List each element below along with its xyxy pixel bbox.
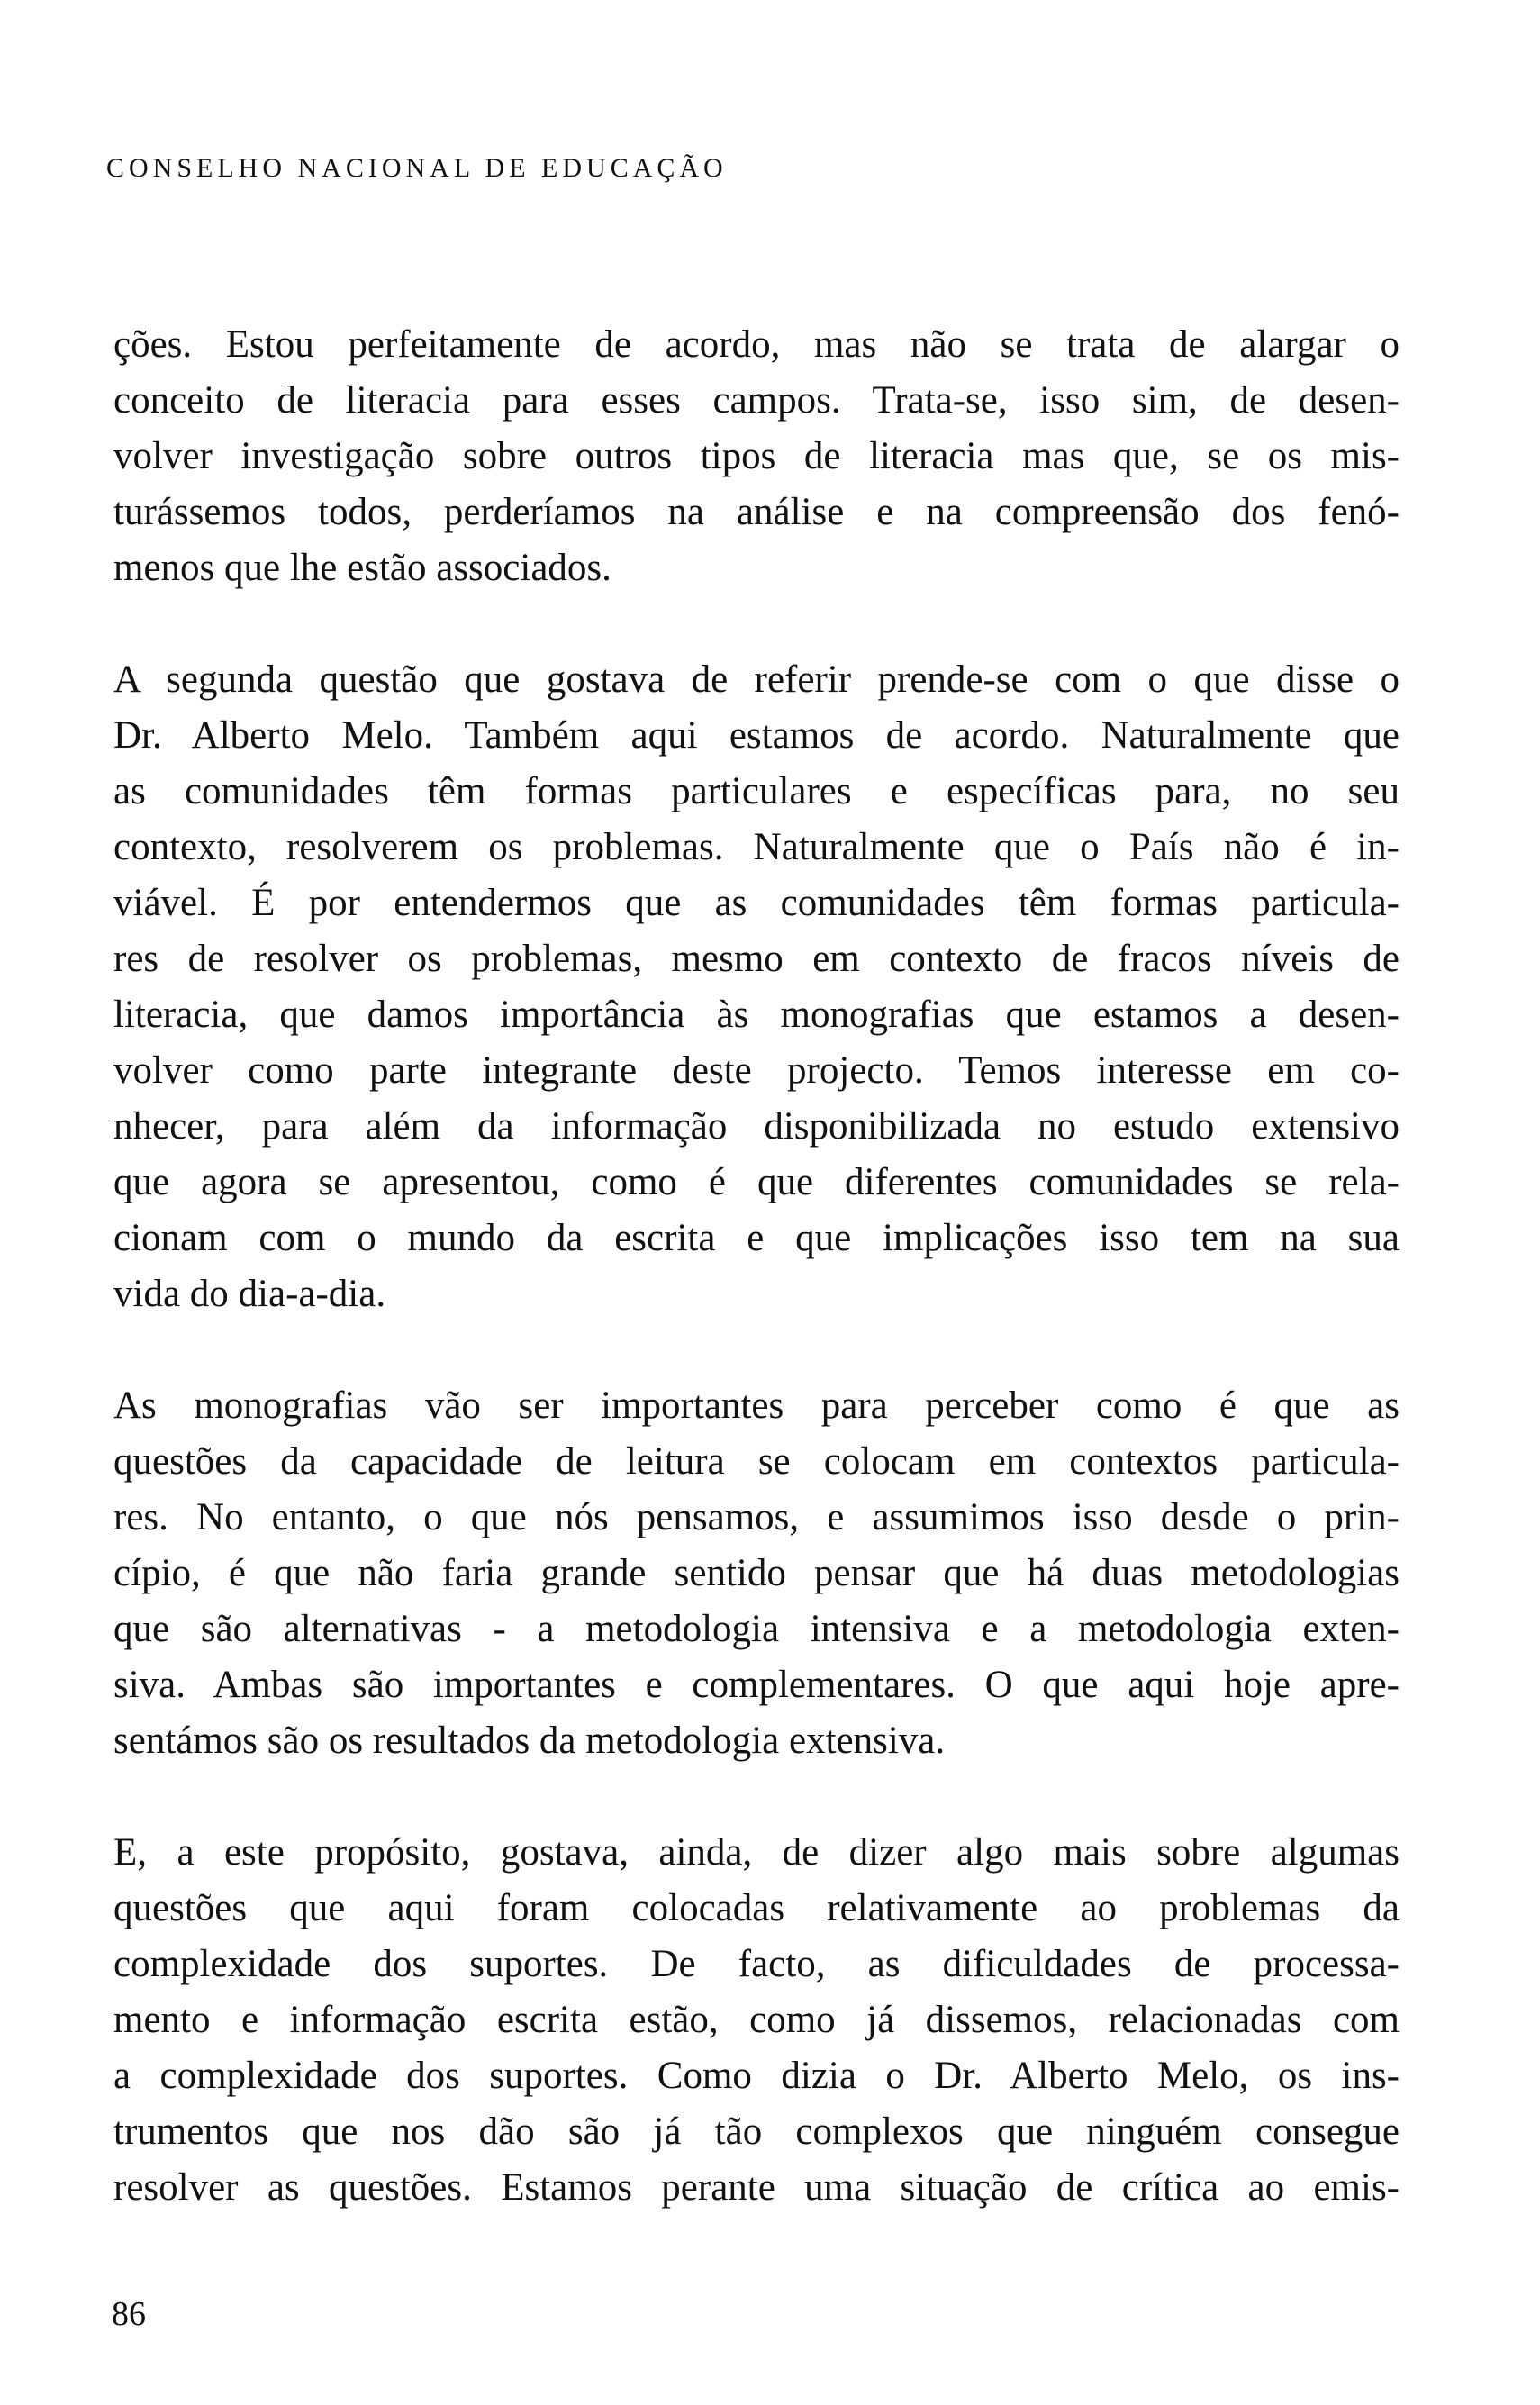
text-line: sentámos são os resultados da metodologia extensiva. — [113, 1720, 946, 1762]
text-line: volver como parte integrante deste projecto. Temos interesse em co- — [113, 1049, 1400, 1092]
text-line: ções. Estou perfeitamente de acordo, mas não se trata de alargar o — [113, 323, 1400, 366]
text-line: que são alternativas - a metodologia intensiva e a metodologia exten- — [113, 1608, 1400, 1650]
text-line: trumentos que nos dão são já tão complexos que ninguém consegue — [113, 2110, 1400, 2153]
text-line: A segunda questão que gostava de referir prende-se com o que disse o — [113, 658, 1400, 701]
text-line: res de resolver os problemas, mesmo em contexto de fracos níveis de — [113, 938, 1400, 980]
text-line: viável. É por entendermos que as comunidades têm formas particula- — [113, 882, 1400, 924]
text-line: cípio, é que não faria grande sentido pensar que há duas metodologias — [113, 1552, 1400, 1594]
text-line: vida do dia-a-dia. — [113, 1273, 386, 1315]
text-line: siva. Ambas são importantes e complementares. O que aqui hoje apre- — [113, 1664, 1400, 1706]
text-line: que agora se apresentou, como é que diferentes comunidades se rela- — [113, 1161, 1400, 1203]
text-line: menos que lhe estão associados. — [113, 547, 611, 589]
paragraph — [113, 1825, 1400, 2216]
body-text — [113, 317, 1400, 2272]
text-line: nhecer, para além da informação disponibilizada no estudo extensivo — [113, 1105, 1400, 1148]
paragraph — [113, 317, 1400, 596]
text-line: cionam com o mundo da escrita e que implicações isso tem na sua — [113, 1217, 1400, 1259]
paragraph — [113, 1378, 1400, 1769]
text-line: a complexidade dos suportes. Como dizia o Dr. Alberto Melo, os ins- — [113, 2055, 1400, 2097]
text-line: as comunidades têm formas particulares e específicas para, no seu — [113, 770, 1400, 812]
text-line: volver investigação sobre outros tipos de literacia mas que, se os mis- — [113, 435, 1400, 477]
running-header: CONSELHO NACIONAL DE EDUCAÇÃO — [106, 153, 728, 183]
text-line: questões que aqui foram colocadas relativamente ao problemas da — [113, 1887, 1400, 1929]
text-line: E, a este propósito, gostava, ainda, de dizer algo mais sobre algumas — [113, 1831, 1400, 1874]
text-line: resolver as questões. Estamos perante uma situação de crítica ao emis- — [113, 2166, 1400, 2209]
text-line: Dr. Alberto Melo. Também aqui estamos de acordo. Naturalmente que — [113, 714, 1400, 757]
text-line: res. No entanto, o que nós pensamos, e assumimos isso desde o prin- — [113, 1496, 1400, 1538]
text-line: literacia, que damos importância às monografias que estamos a desen- — [113, 994, 1400, 1036]
text-line: complexidade dos suportes. De facto, as dificuldades de processa- — [113, 1943, 1400, 1985]
text-line: questões da capacidade de leitura se colocam em contextos particula- — [113, 1440, 1400, 1483]
text-line: contexto, resolverem os problemas. Naturalmente que o País não é in- — [113, 826, 1400, 868]
page-number: 86 — [112, 2295, 146, 2333]
text-line: As monografias vão ser importantes para perceber como é que as — [113, 1384, 1400, 1427]
text-line: mento e informação escrita estão, como já dissemos, relacionadas com — [113, 1999, 1400, 2041]
text-line: conceito de literacia para esses campos. Trata-se, isso sim, de desen- — [113, 379, 1400, 422]
text-line: turássemos todos, perderíamos na análise e na compreensão dos fenó- — [113, 491, 1400, 533]
paragraph — [113, 652, 1400, 1322]
